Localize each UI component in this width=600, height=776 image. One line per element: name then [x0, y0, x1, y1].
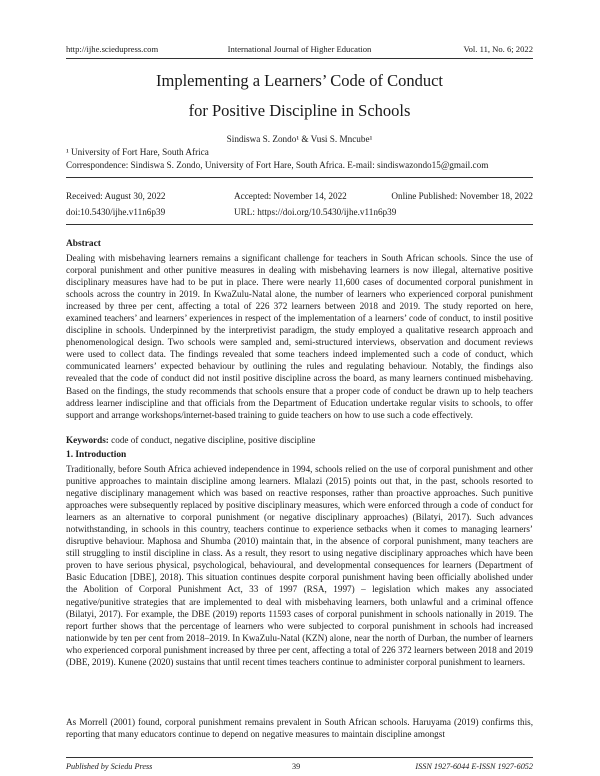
running-header	[66, 44, 533, 56]
published-date: Online Published: November 18, 2022	[391, 191, 533, 201]
page-number: 39	[292, 762, 301, 771]
footer-rule	[66, 757, 533, 758]
abstract-heading: Abstract	[66, 239, 101, 249]
doi[interactable]: doi:10.5430/ijhe.v11n6p39	[66, 207, 166, 217]
correspondence: Correspondence: Sindiswa S. Zondo, University of Fort Hare, South Africa. E-mail: sindiswazondo15@gmail.com	[66, 160, 489, 170]
journal-name: International Journal of Higher Education	[227, 44, 372, 54]
accepted-date: Accepted: November 14, 2022	[234, 191, 347, 201]
introduction-paragraph-2: As Morrell (2001) found, corporal punishment remains prevalent in South African schools. Haruyama (2019) confirms this, reporting that many educators continue to depend on negative measures to maintain discipline amongst	[66, 717, 533, 740]
authors: Sindiswa S. Zondo¹ & Vusi S. Mncube¹	[226, 134, 373, 144]
abstract-text: Dealing with misbehaving learners remains a significant challenge for teachers in South African schools. Since the use of corporal punishment and other punitive measures in dealing with misbehaving learners is now illegal, alternative positive disciplinary measures have had to be put in place. There were nearly 11,600 cases of documented corporal punishment in schools across the country in 2019. In KwaZulu-Natal alone, the number of learners who experienced corporal punishment increased by three per cent, affecting a total of 226 372 learners between 2018 and 2019. The study reported on here, examined teachers’ and learners’ experiences in respect of the implementation of a learners’ code of conduct, to instil positive discipline in schools. Underpinned by the interpretivist paradigm, the study employed a qualitative research approach and phenomenological design. Two schools were sampled and, semi-structured interviews, observation and document reviews were used to collect data. The findings revealed that some teachers indeed implemented such a code of conduct, which communicated learners’ expected behaviour by outlining the rules and regulating behaviour. Notably, the findings also revealed that the code of conduct did not instil positive discipline across the board, as many learners continued misbehaving. Based on the findings, the study recommends that schools ensure that a proper code of conduct be drawn up to help teachers address learner indiscipline and that officials from the Department of Education undertake regular visits to schools, to offer support and arrange workshops/internet-based training to guide teachers on how to use such a code effectively.	[66, 253, 533, 420]
title-line-1: Implementing a Learners’ Code of Conduct	[156, 71, 443, 90]
separator-rule	[66, 177, 533, 178]
keywords	[66, 435, 315, 445]
received-date: Received: August 30, 2022	[66, 191, 166, 201]
doi-url[interactable]: URL: https://doi.org/10.5430/ijhe.v11n6p39	[234, 207, 397, 217]
journal-url[interactable]: http://ijhe.sciedupress.com	[66, 44, 159, 54]
header-rule	[66, 58, 533, 59]
keywords-label: Keywords:	[66, 435, 109, 445]
separator-rule-2	[66, 224, 533, 225]
introduction-heading: 1. Introduction	[66, 450, 127, 460]
title-line-2: for Positive Discipline in Schools	[188, 101, 411, 120]
volume-issue: Vol. 11, No. 6; 2022	[463, 44, 533, 54]
affiliation: ¹ University of Fort Hare, South Africa	[66, 147, 209, 157]
keywords-text: code of conduct, negative discipline, positive discipline	[108, 435, 316, 445]
introduction-paragraph-1: Traditionally, before South Africa achieved independence in 1994, schools relied on the use of corporal punishment and other punitive approaches to maintain discipline among learners. Mlalazi (2015) points out that, in the past, schools resorted to negative disciplinary management which was based on reactive responses, rather than proactive approaches. Such punitive approaches were subsequently replaced by positive disciplinary measures, which were enforced through a code of conduct for learners as an alternative to corporal punishment (or negative disciplinary approaches) (Bilatyi, 2017). Such advances notwithstanding, in schools in this country, teachers continue to experience setbacks when it comes to managing learners’ disruptive behaviour. Maphosa and Shumba (2010) maintain that, in the absence of corporal punishment, many teachers are still struggling to instil discipline in class. As a result, they resort to using negative disciplinary approaches which have been proven to have serious physical, psychological, behavioural, and developmental consequences for learners (Department of Basic Education [DBE], 2018). This situation continues despite corporal punishment having been officially abolished under the Abolition of Corporal Punishment Act, 33 of 1997 (RSA, 1997) – legislation which makes any associated negative/punitive strategies that are implemented to deal with misbehaving learners, both unlawful and a criminal offence (Bilatyi, 2017). For example, the DBE (2019) reports 11593 cases of corporal punishment in schools nationally in 2019. The report further shows that the percentage of learners who were subjected to corporal punishment in schools had increased nationwide by ten per cent from 2018–2019. In KwaZulu-Natal (KZN) alone, near the north of Durban, the number of learners who experienced corporal punishment increased by three per cent, affecting a total of 226 372 learners between 2018 and 2019 (DBE, 2019). Kunene (2020) sustains that until recent times teachers continue to administer corporal punishment to learners.	[66, 464, 533, 667]
footer-publisher: Published by Sciedu Press	[66, 762, 153, 771]
footer-issn: ISSN 1927-6044 E-ISSN 1927-6052	[415, 762, 533, 771]
